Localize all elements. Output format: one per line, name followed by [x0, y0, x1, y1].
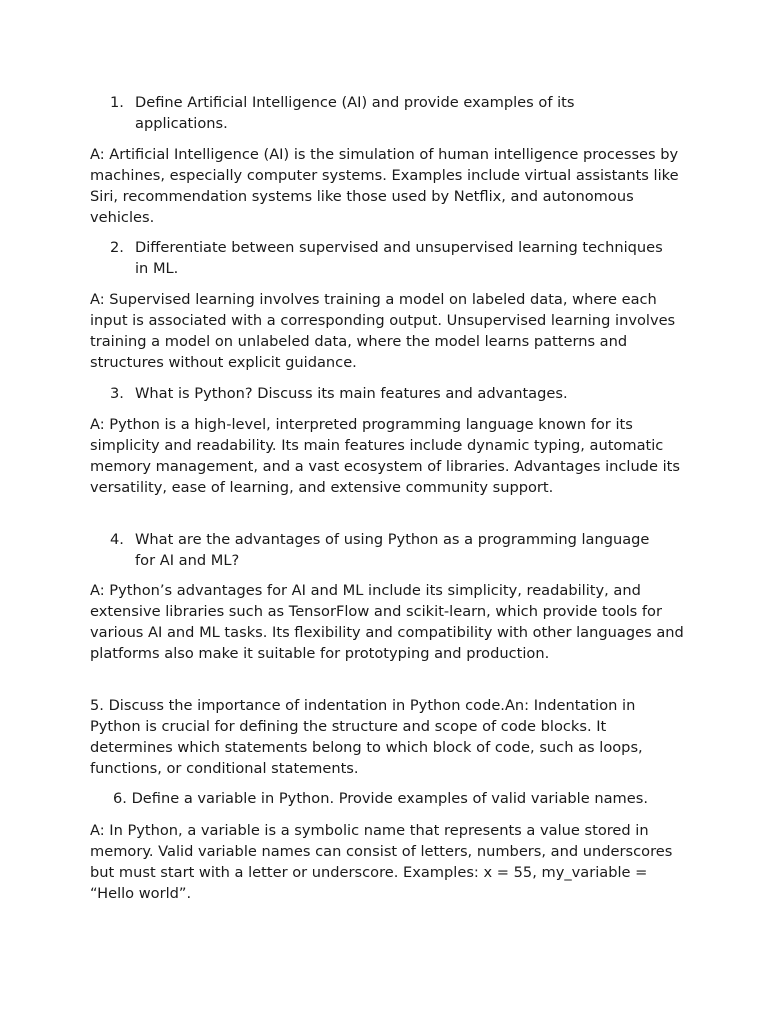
answer-4: A: Python’s advantages for AI and ML include its simplicity, readability, and extensive libraries such as TensorFlow and scikit-learn, which provide tools for various AI and ML tasks. Its flexibility and compatibility with other languages and platforms also make it suitable for prototyping and production.	[90, 582, 684, 662]
question-2-number: 2.	[110, 239, 124, 256]
answer-2: A: Supervised learning involves training a model on labeled data, where each input is associated with a corresponding output. Unsupervised learning involves training a model on unlabeled data, where the model learns patterns and structures without explicit guidance.	[90, 291, 676, 371]
question-1-number: 1.	[110, 94, 124, 111]
question-1	[110, 92, 670, 134]
question-answer-5: 5. Discuss the importance of indentation in Python code.An: Indentation in Python is crucial for defining the structure and scope of code blocks. It determines which statements belong to which block of code, such as loops, functions, or conditional statements.	[90, 697, 643, 777]
answer-6: A: In Python, a variable is a symbolic name that represents a value stored in memory. Valid variable names can consist of letters, numbers, and underscores but must start with a letter or underscore. Examples: x = 55, my_variable = “Hello world”.	[90, 822, 673, 902]
question-3	[110, 383, 670, 404]
question-3-number: 3.	[110, 385, 124, 402]
answer-1: A: Artificial Intelligence (AI) is the simulation of human intelligence processes by machines, especially computer systems. Examples include virtual assistants like Siri, recommendation systems like those used by Netflix, and autonomous vehicles.	[90, 146, 679, 226]
question-2-text: Differentiate between supervised and unsupervised learning techniques in ML.	[135, 239, 663, 277]
question-4	[110, 529, 670, 571]
question-1-text: Define Artificial Intelligence (AI) and provide examples of its applications.	[135, 94, 575, 132]
question-4-text: What are the advantages of using Python as a programming language for AI and ML?	[135, 531, 650, 569]
question-6: 6. Define a variable in Python. Provide examples of valid variable names.	[113, 790, 648, 807]
question-3-text: What is Python? Discuss its main features and advantages.	[135, 385, 568, 402]
question-4-number: 4.	[110, 531, 124, 548]
answer-3: A: Python is a high-level, interpreted programming language known for its simplicity and readability. Its main features include dynamic typing, automatic memory management, and a vast ecosystem of libraries. Advantages include its versatility, ease of learning, and extensive community support.	[90, 416, 680, 496]
question-2	[110, 237, 670, 279]
